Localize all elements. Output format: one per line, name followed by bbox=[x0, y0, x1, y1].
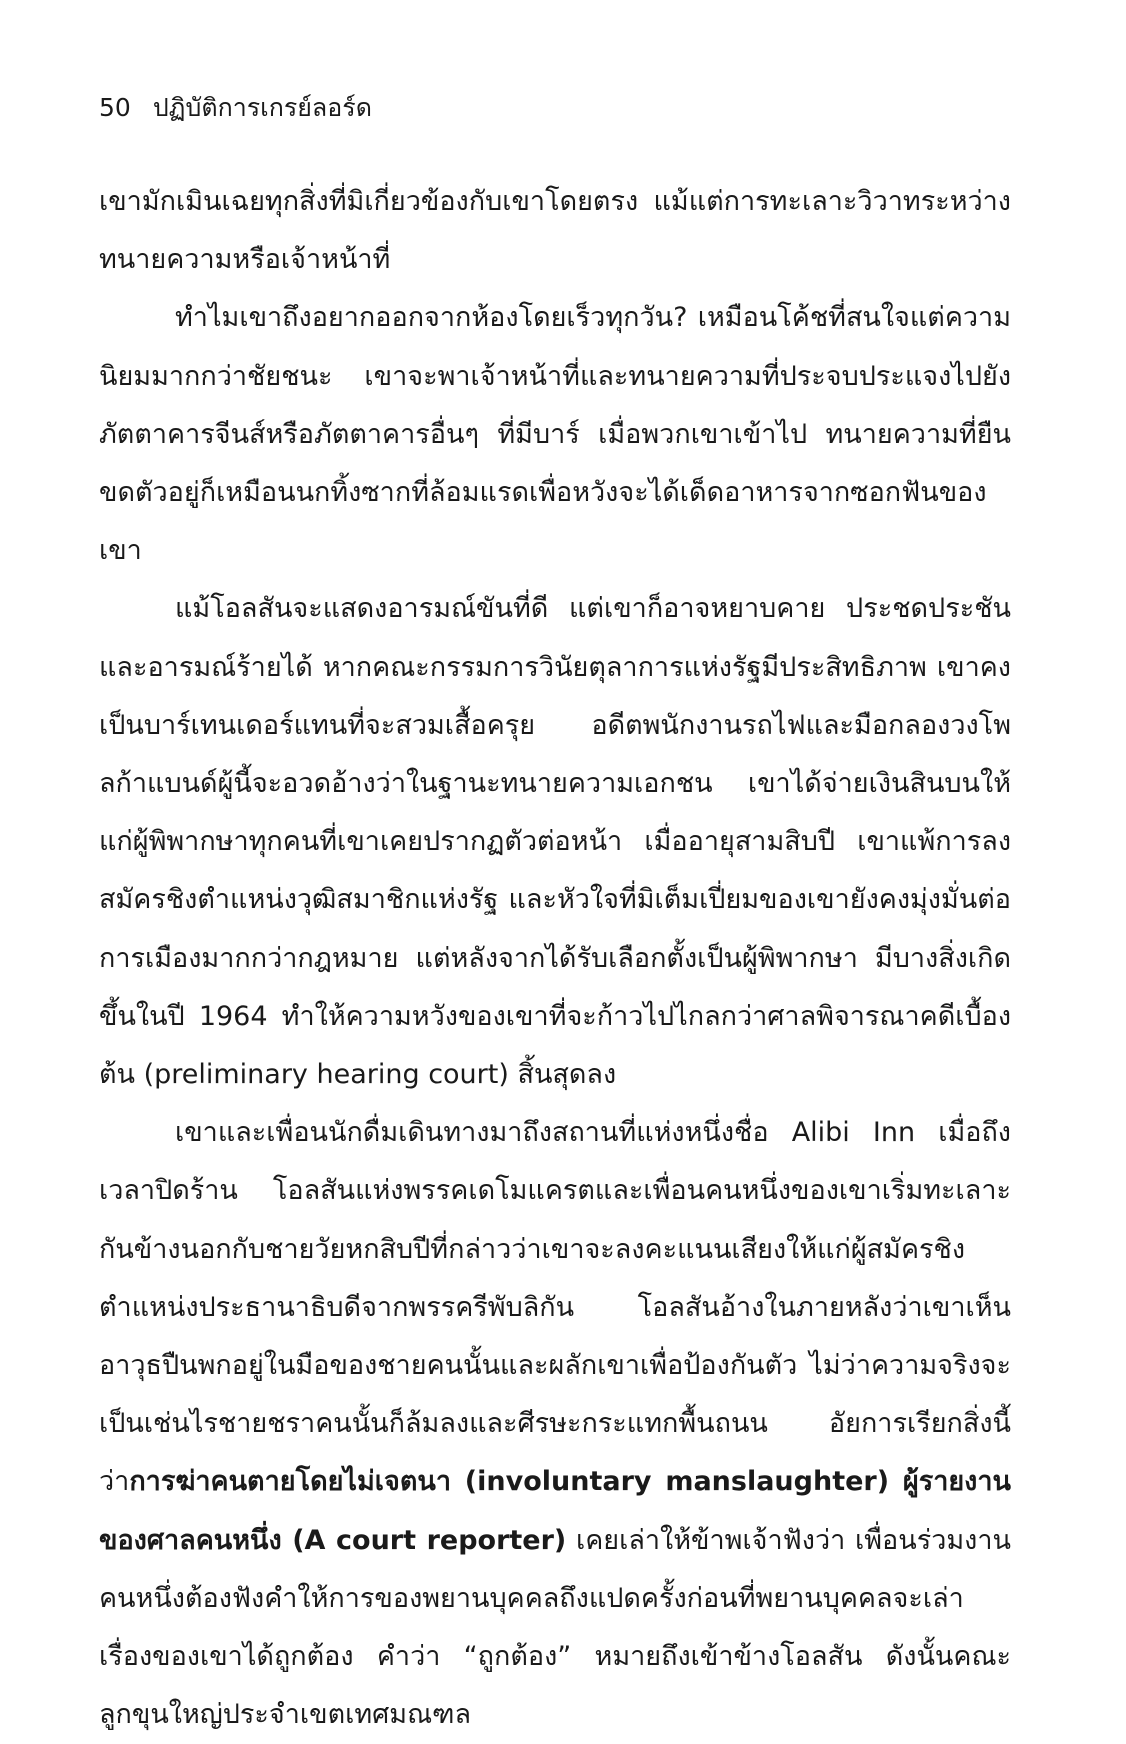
bold-term: การฆ่าคนตายโดยไม่เจตนา (involuntary manslaughter) ผู้รายงานของศาลคนหนึ่ง (A court reporter) bbox=[99, 1466, 1011, 1556]
paragraph-text: เคยเล่าให้ข้าพเจ้าฟังว่า เพื่อนร่วมงานคนหนึ่งต้องฟังคำให้การของพยานบุคคลถึงแปดครั้งก่อนที่พยานบุคคลจะเล่าเรื่องของเขาได้ถูกต้อง คำว่า “ถูกต้อง” หมายถึงเข้าข้างโอลสัน ดังนั้นคณะลูกขุนใหญ่ประจำเขตเทศมณฑล bbox=[99, 1524, 1011, 1731]
page-number: 50 bbox=[99, 93, 131, 122]
paragraph: แม้โอลสันจะแสดงอารมณ์ขันที่ดี แต่เขาก็อาจหยาบคาย ประชดประชันและอารมณ์ร้ายได้ หากคณะกรรมการวินัยตุลาการแห่งรัฐมีประสิทธิภาพ เขาคงเป็นบาร์เทนเดอร์แทนที่จะสวมเสื้อครุย อดีตพนักงานรถไฟและมือกลองวงโพลก้าแบนด์ผู้นี้จะอวดอ้างว่าในฐานะทนายความเอกชน เขาได้จ่ายเงินสินบนให้แก่ผู้พิพากษาทุกคนที่เขาเคยปรากฏตัวต่อหน้า เมื่ออายุสามสิบปี เขาแพ้การลงสมัครชิงตำแหน่งวุฒิสมาชิกแห่งรัฐ และหัวใจที่มิเต็มเปี่ยมของเขายังคงมุ่งมั่นต่อการเมืองมากกว่ากฎหมาย แต่หลังจากได้รับเลือกตั้งเป็นผู้พิพากษา มีบางสิ่งเกิดขึ้นในปี 1964 ทำให้ความหวังของเขาที่จะก้าวไปไกลกว่าศาลพิจารณาคดีเบื้องต้น (preliminary hearing court) สิ้นสุดลง bbox=[99, 593, 1011, 1091]
running-head bbox=[99, 88, 372, 128]
book-title: ปฏิบัติการเกรย์ลอร์ด bbox=[152, 93, 372, 122]
paragraph bbox=[99, 1104, 1011, 1744]
paragraph: เขามักเมินเฉยทุกสิ่งที่มิเกี่ยวข้องกับเขาโดยตรง แม้แต่การทะเลาะวิวาทระหว่างทนายความหรือเจ้าหน้าที่ bbox=[99, 186, 1011, 276]
body-text bbox=[99, 173, 1011, 1744]
paragraph-text: เขาและเพื่อนนักดื่มเดินทางมาถึงสถานที่แห่งหนึ่งชื่อ Alibi Inn เมื่อถึงเวลาปิดร้าน โอลสันแห่งพรรคเดโมแครตและเพื่อนคนหนึ่งของเขาเริ่มทะเลาะกันข้างนอกกับชายวัยหกสิบปีที่กล่าวว่าเขาจะลงคะแนนเสียงให้แก่ผู้สมัครชิงตำแหน่งประธานาธิบดีจากพรรครีพับลิกัน โอลสันอ้างในภายหลังว่าเขาเห็นอาวุธปืนพกอยู่ในมือของชายคนนั้นและผลักเขาเพื่อป้องกันตัว ไม่ว่าความจริงจะเป็นเช่นไรชายชราคนนั้นก็ล้มลงและศีรษะกระแทกพื้นถนน อัยการเรียกสิ่งนี้ว่า bbox=[99, 1117, 1011, 1498]
paragraph: ทำไมเขาถึงอยากออกจากห้องโดยเร็วทุกวัน? เหมือนโค้ชที่สนใจแต่ความนิยมมากกว่าชัยชนะ เขาจะพาเจ้าหน้าที่และทนายความที่ประจบประแจงไปยังภัตตาคารจีนส์หรือภัตตาคารอื่นๆ ที่มีบาร์ เมื่อพวกเขาเข้าไป ทนายความที่ยืนขดตัวอยู่ก็เหมือนนกทิ้งซากที่ล้อมแรดเพื่อหวังจะได้เด็ดอาหารจากซอกฟันของเขา bbox=[99, 302, 1011, 567]
